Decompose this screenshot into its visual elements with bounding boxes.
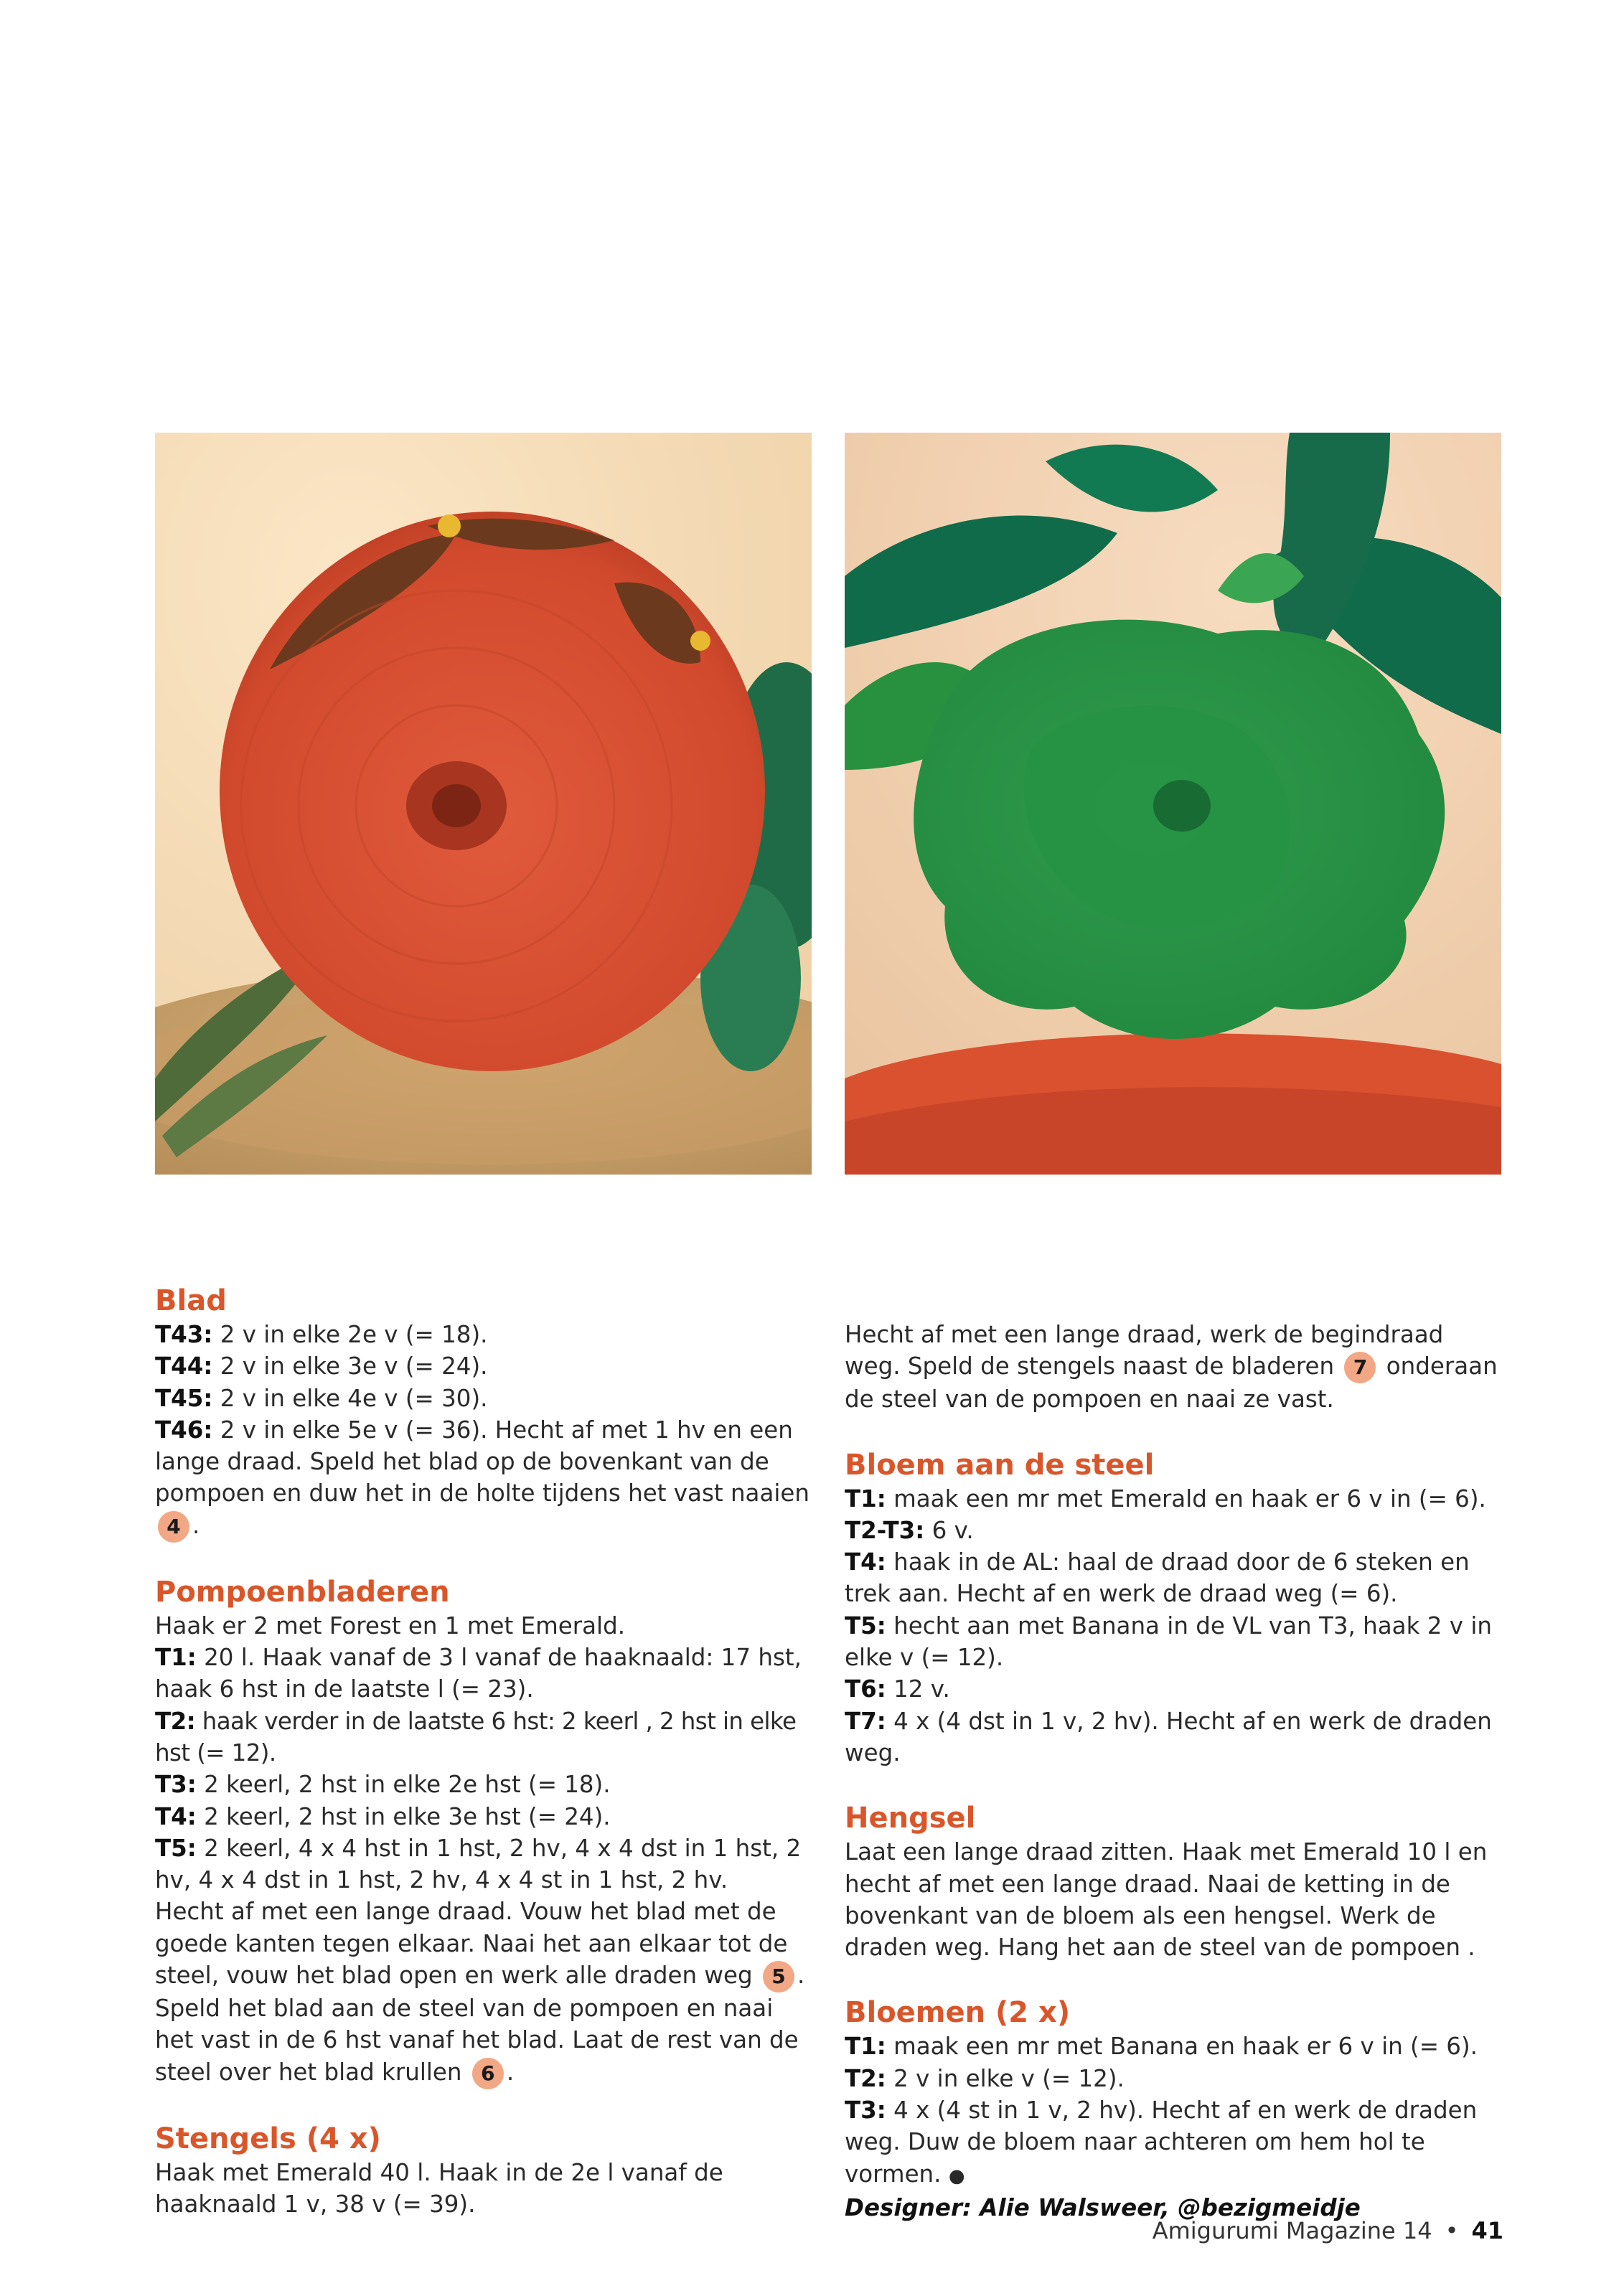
pb-row-t5 — [155, 1832, 815, 1896]
pb-text-t4: 2 keerl, 2 hst in elke 3e hst (= 24). — [196, 1802, 611, 1830]
designer-credit: Designer: Alie Walsweer, @bezigmeidje — [845, 2193, 1361, 2221]
pb-row-t4 — [155, 1801, 815, 1832]
pb-attach — [155, 1992, 815, 2089]
right-text-column — [845, 1319, 1505, 2255]
pb-finish-end: . — [797, 1962, 805, 1990]
pb-text-t2: haak verder in de laatste 6 hst: 2 keerl , 2 hst in elke hst (= 12). — [155, 1707, 797, 1766]
footer-separator: • — [1445, 2217, 1459, 2244]
row-t43 — [155, 1319, 815, 1350]
section-bloemen — [845, 1995, 1505, 2224]
step-badge-4: 4 — [158, 1511, 189, 1543]
step-badge-5: 5 — [763, 1961, 794, 1992]
bs-label-t4: T4: — [845, 1548, 886, 1576]
bs-text-t6: 12 v. — [886, 1675, 950, 1703]
bl-label-t2: T2: — [845, 2064, 886, 2092]
leaf-flower-illustration — [845, 433, 1501, 1175]
section-hengsel — [845, 1800, 1505, 1963]
bl-text-t3: 4 x (4 st in 1 v, 2 hv). Hecht af en werk de draden weg. Duw de bloem naar achteren om hem hol te vormen. — [845, 2097, 1478, 2188]
bl-label-t3: T3: — [845, 2097, 886, 2125]
bl-row-t3 — [845, 2094, 1505, 2192]
end-dot-icon: ● — [948, 2165, 965, 2187]
left-text-column — [155, 1283, 815, 2252]
bs-text-t4: haak in de AL: haal de draad door de 6 steken en trek aan. Hecht af en werk de draad weg (= 6). — [845, 1548, 1470, 1608]
pb-attach-end: . — [506, 2058, 515, 2086]
section-blad — [155, 1283, 815, 1543]
bs-text-t7: 4 x (4 dst in 1 v, 2 hv). Hecht af en werk de draden weg. — [845, 1707, 1492, 1766]
step-badge-7: 7 — [1344, 1352, 1376, 1383]
text-t44: 2 v in elke 3e v (= 24). — [212, 1352, 488, 1380]
bs-label-t2t3: T2-T3: — [845, 1516, 925, 1544]
heading-hengsel: Hengsel — [845, 1802, 976, 1835]
pb-label-t2: T2: — [155, 1707, 195, 1735]
pb-text-t5: 2 keerl, 4 x 4 hst in 1 hst, 2 hv, 4 x 4 dst in 1 hst, 2 hv, 4 x 4 dst in 1 hst, 2 hv, 4 x 4 st in 1 hst, 2 hv. — [155, 1834, 802, 1894]
pb-text-t3: 2 keerl, 2 hst in elke 2e hst (= 18). — [196, 1771, 611, 1799]
step-badge-6: 6 — [472, 2058, 504, 2089]
page-number: 41 — [1471, 2217, 1503, 2244]
bs-row-t7 — [845, 1705, 1505, 1769]
row-t45 — [155, 1383, 815, 1414]
bs-row-t2t3 — [845, 1515, 1505, 1546]
label-t46: T46: — [155, 1416, 213, 1444]
bs-row-t6 — [845, 1673, 1505, 1705]
bs-row-t4 — [845, 1546, 1505, 1610]
section-pompoenbladeren — [155, 1574, 815, 2089]
bs-label-t5: T5: — [845, 1612, 886, 1639]
bl-label-t1: T1: — [845, 2033, 886, 2061]
pb-label-t3: T3: — [155, 1771, 197, 1799]
end-t46: . — [192, 1511, 200, 1539]
label-t43: T43: — [155, 1321, 213, 1348]
bs-row-t1 — [845, 1483, 1505, 1515]
bs-text-t5: hecht aan met Banana in de VL van T3, haak 2 v in elke v (= 12). — [845, 1612, 1492, 1672]
text-t45: 2 v in elke 4e v (= 30). — [212, 1384, 488, 1412]
pb-finish-text: Hecht af met een lange draad. Vouw het blad met de goede kanten tegen elkaar. Naai het aan elkaar tot de steel, vouw het blad open en werk alle draden weg — [155, 1898, 788, 1990]
pb-label-t4: T4: — [155, 1802, 197, 1830]
pumpkin-bottom-illustration — [155, 433, 812, 1175]
pb-text-t1: 20 l. Haak vanaf de 3 l vanaf de haaknaald: 17 hst, haak 6 hst in de laatste l (= 23). — [155, 1644, 802, 1703]
section-bloem-aan-de-steel — [845, 1447, 1505, 1769]
heading-blad: Blad — [155, 1284, 227, 1317]
magazine-name: Amigurumi Magazine 14 — [1152, 2217, 1432, 2244]
stengels-text: Haak met Emerald 40 l. Haak in de 2e l vanaf de haaknaald 1 v, 38 v (= 39). — [155, 2158, 723, 2218]
bl-row-t1 — [845, 2031, 1505, 2062]
pb-row-t1 — [155, 1642, 815, 1705]
bs-text-t2t3: 6 v. — [924, 1516, 974, 1544]
bs-label-t6: T6: — [845, 1675, 886, 1703]
heading-pompoenbladeren: Pompoenbladeren — [155, 1575, 450, 1609]
pb-row-t2 — [155, 1705, 815, 1769]
row-t46 — [155, 1414, 815, 1543]
page-footer — [1153, 2217, 1503, 2244]
stengels-cont — [845, 1319, 1505, 1416]
pb-attach-text: Speld het blad aan de steel van de pompoen en naai het vast in de 6 hst vanaf het blad. Laat de rest van de steel over het blad krullen — [155, 1995, 799, 2086]
bl-row-t2 — [845, 2063, 1505, 2094]
heading-bloem-aan-de-steel: Bloem aan de steel — [845, 1448, 1155, 1482]
hengsel-text: Laat een lange draad zitten. Haak met Emerald 10 l en hecht af met een lange draad. Naai de ketting in de bovenkant van de bloem als een hengsel. Werk de draden weg. Hang het aan de steel van de pompoen . — [845, 1838, 1488, 1962]
bl-text-t1: maak een mr met Banana en haak er 6 v in (= 6). — [886, 2033, 1478, 2061]
pb-label-t1: T1: — [155, 1644, 197, 1672]
pb-row-t3 — [155, 1769, 815, 1800]
pb-finish — [155, 1896, 815, 1992]
label-t45: T45: — [155, 1384, 213, 1412]
pumpkin-bottom-photo — [155, 433, 812, 1175]
leaf-flower-photo — [845, 433, 1501, 1175]
heading-bloemen: Bloemen (2 x) — [845, 1996, 1071, 2030]
stengels-cont-text2: onderaan de steel van de pompoen en naai ze vast. — [845, 1352, 1498, 1413]
label-t44: T44: — [155, 1352, 213, 1380]
bs-row-t5 — [845, 1610, 1505, 1674]
pb-intro: Haak er 2 met Forest en 1 met Emerald. — [155, 1612, 626, 1639]
bl-text-t2: 2 v in elke v (= 12). — [886, 2064, 1125, 2092]
stengels-cont-text: Hecht af met een lange draad, werk de begindraad weg. Speld de stengels naast de bladeren — [845, 1321, 1444, 1380]
section-stengels — [155, 2121, 815, 2221]
bs-label-t1: T1: — [845, 1485, 886, 1512]
pb-label-t5: T5: — [155, 1834, 197, 1862]
text-t43: 2 v in elke 2e v (= 18). — [212, 1321, 488, 1348]
heading-stengels: Stengels (4 x) — [155, 2122, 381, 2155]
row-t44 — [155, 1350, 815, 1382]
section-stengels-continued — [845, 1319, 1505, 1416]
bs-label-t7: T7: — [845, 1707, 886, 1735]
bs-text-t1: maak een mr met Emerald en haak er 6 v in (= 6). — [886, 1485, 1486, 1512]
text-t46: 2 v in elke 5e v (= 36). Hecht af met 1 hv en een lange draad. Speld het blad op de bovenkant van de pompoen en duw het in de holte tijdens het vast naaien — [155, 1416, 809, 1507]
